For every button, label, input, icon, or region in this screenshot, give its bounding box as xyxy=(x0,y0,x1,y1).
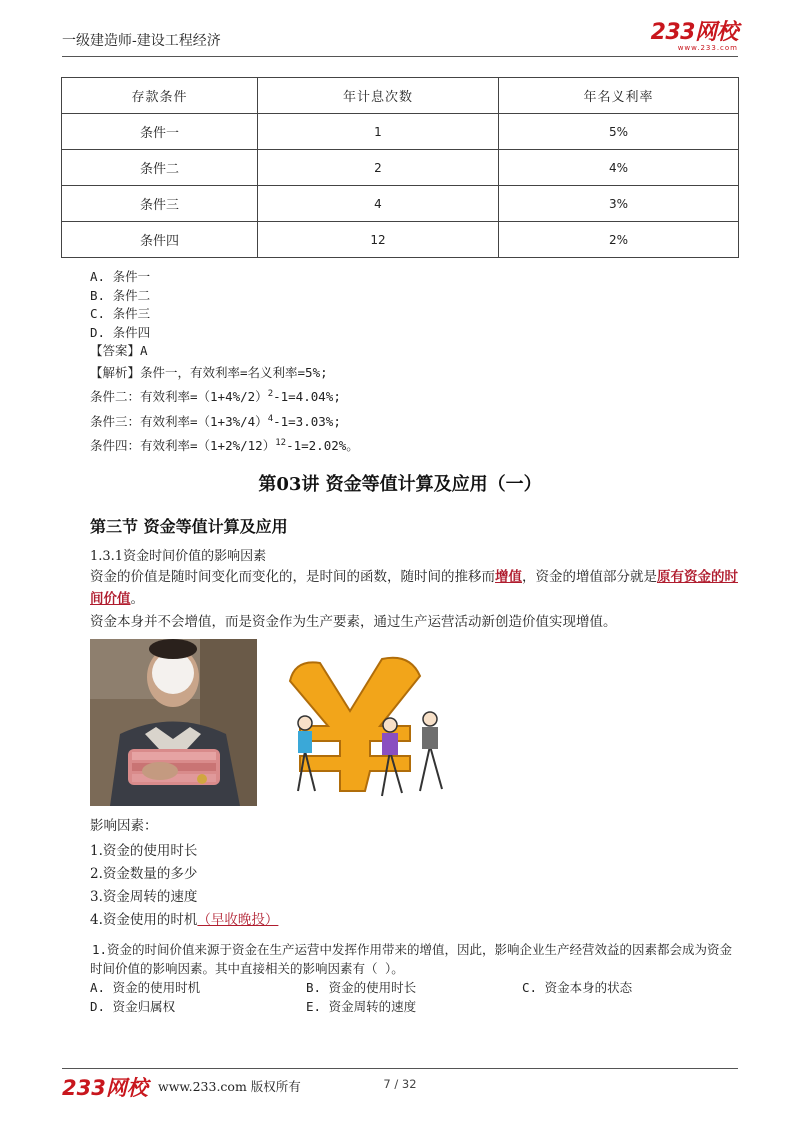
table-row xyxy=(62,150,739,186)
man-holding-money-photo xyxy=(90,639,257,806)
header-title: 一级建造师-建设工程经济 xyxy=(62,33,221,49)
table-cell: 条件三 xyxy=(62,186,258,222)
table-cell: 3% xyxy=(499,186,739,222)
people-carrying-yen-cartoon xyxy=(270,641,450,806)
answer-line: 【答案】A xyxy=(90,343,148,358)
footer-copyright: www.233.com 版权所有 xyxy=(158,1079,301,1094)
list-item: 1.资金的使用时长 xyxy=(90,843,198,859)
table-header-cell: 年名义利率 xyxy=(499,78,739,114)
table-cell: 条件二 xyxy=(62,150,258,186)
list-item: 3.资金周转的速度 xyxy=(90,889,198,905)
choice-b: B. 资金的使用时长 xyxy=(306,980,417,995)
page-number: 7 / 32 xyxy=(383,1077,417,1091)
highlight-note: （早收晚投） xyxy=(197,912,279,928)
highlight-term: 增值 xyxy=(495,569,522,585)
footer-divider xyxy=(62,1068,738,1069)
table-header-cell: 年计息次数 xyxy=(258,78,499,114)
choice-a: A. 资金的使用时机 xyxy=(90,980,201,995)
brand-logo xyxy=(651,22,738,52)
table-cell: 4 xyxy=(258,186,499,222)
table-cell: 12 xyxy=(258,222,499,258)
exponent: 4 xyxy=(267,413,274,424)
paragraph-text: ，资金的增值部分就是 xyxy=(522,569,657,585)
table-cell: 4% xyxy=(499,150,739,186)
deposit-rate-table xyxy=(61,77,739,258)
table-cell: 条件一 xyxy=(62,114,258,150)
header-divider xyxy=(62,56,738,57)
lecture-title: 第03讲 资金等值计算及应用（一） xyxy=(258,474,542,495)
analysis-text: -1=4.04%; xyxy=(273,389,341,405)
analysis-text: 条件四：有效利率=（1+2%/12） xyxy=(90,438,276,454)
factor-title: 影响因素： xyxy=(90,818,158,834)
table-row xyxy=(62,114,739,150)
paragraph-1 xyxy=(90,566,740,610)
question-options xyxy=(90,978,750,1016)
option-a: A. 条件一 xyxy=(90,269,151,284)
analysis-line-1: 【解析】条件一，有效利率=名义利率=5%; xyxy=(90,364,328,380)
sub-heading: 1.3.1资金时间价值的影响因素 xyxy=(90,549,267,564)
analysis-line-4 xyxy=(90,434,359,456)
options-row xyxy=(90,997,750,1016)
exponent: 2 xyxy=(267,389,274,399)
analysis-line-2 xyxy=(90,385,359,407)
table-cell: 1 xyxy=(258,114,499,150)
yen-symbol-cartoon-image xyxy=(270,641,450,806)
choice-c: C. 资金本身的状态 xyxy=(522,980,633,995)
table-header-row xyxy=(62,78,739,114)
highlight-term: 原有资金的时间价值 xyxy=(90,569,738,607)
brand-logo-url: www.233.com xyxy=(677,44,738,52)
factor-list xyxy=(90,815,278,932)
paragraph-text: 。 xyxy=(130,591,144,607)
analysis-text: 条件二：有效利率=（1+4%/2） xyxy=(90,389,268,405)
paragraph-2: 资金本身并不会增值，而是资金作为生产要素，通过生产运营活动新创造价值实现增值。 xyxy=(90,614,617,630)
options-row xyxy=(90,978,750,997)
option-d: D. 条件四 xyxy=(90,324,151,340)
section-title: 第三节 资金等值计算及应用 xyxy=(90,517,288,536)
analysis-text: -1=3.03%; xyxy=(273,413,341,429)
exponent: 12 xyxy=(275,438,287,449)
choice-e: E. 资金周转的速度 xyxy=(306,999,417,1014)
choice-d: D. 资金归属权 xyxy=(90,999,176,1014)
table-header-cell: 存款条件 xyxy=(62,78,258,114)
table-row xyxy=(62,222,739,258)
man-holding-money-image xyxy=(90,639,257,806)
table-cell: 2 xyxy=(258,150,499,186)
list-item: 2.资金数量的多少 xyxy=(90,866,198,882)
paragraph-text: 资金的价值是随时间变化而变化的，是时间的函数，随时间的推移而 xyxy=(90,569,495,585)
list-item-text: 4.资金使用的时机 xyxy=(90,912,198,928)
brand-logo-text: 233网校 xyxy=(650,20,738,45)
question-stem: 1.资金的时间价值来源于资金在生产运营中发挥作用带来的增值，因此，影响企业生产经营效益的因素都会成为资金时间价值的影响因素。其中直接相关的影响因素有（ ）。 xyxy=(90,942,733,976)
footer-logo: 233网校 xyxy=(62,1076,148,1100)
table-cell: 5% xyxy=(499,114,739,150)
analysis-text: 条件三：有效利率=（1+3%/4） xyxy=(90,413,268,429)
table-cell: 条件四 xyxy=(62,222,258,258)
table-row xyxy=(62,186,739,222)
table-cell: 2% xyxy=(499,222,739,258)
prev-question-block xyxy=(90,268,359,456)
analysis-line-3 xyxy=(90,410,359,432)
option-c: C. 条件三 xyxy=(90,306,151,321)
list-item xyxy=(90,909,278,932)
analysis-text: -1=2.02%。 xyxy=(286,438,359,454)
option-b: B. 条件二 xyxy=(90,287,151,303)
